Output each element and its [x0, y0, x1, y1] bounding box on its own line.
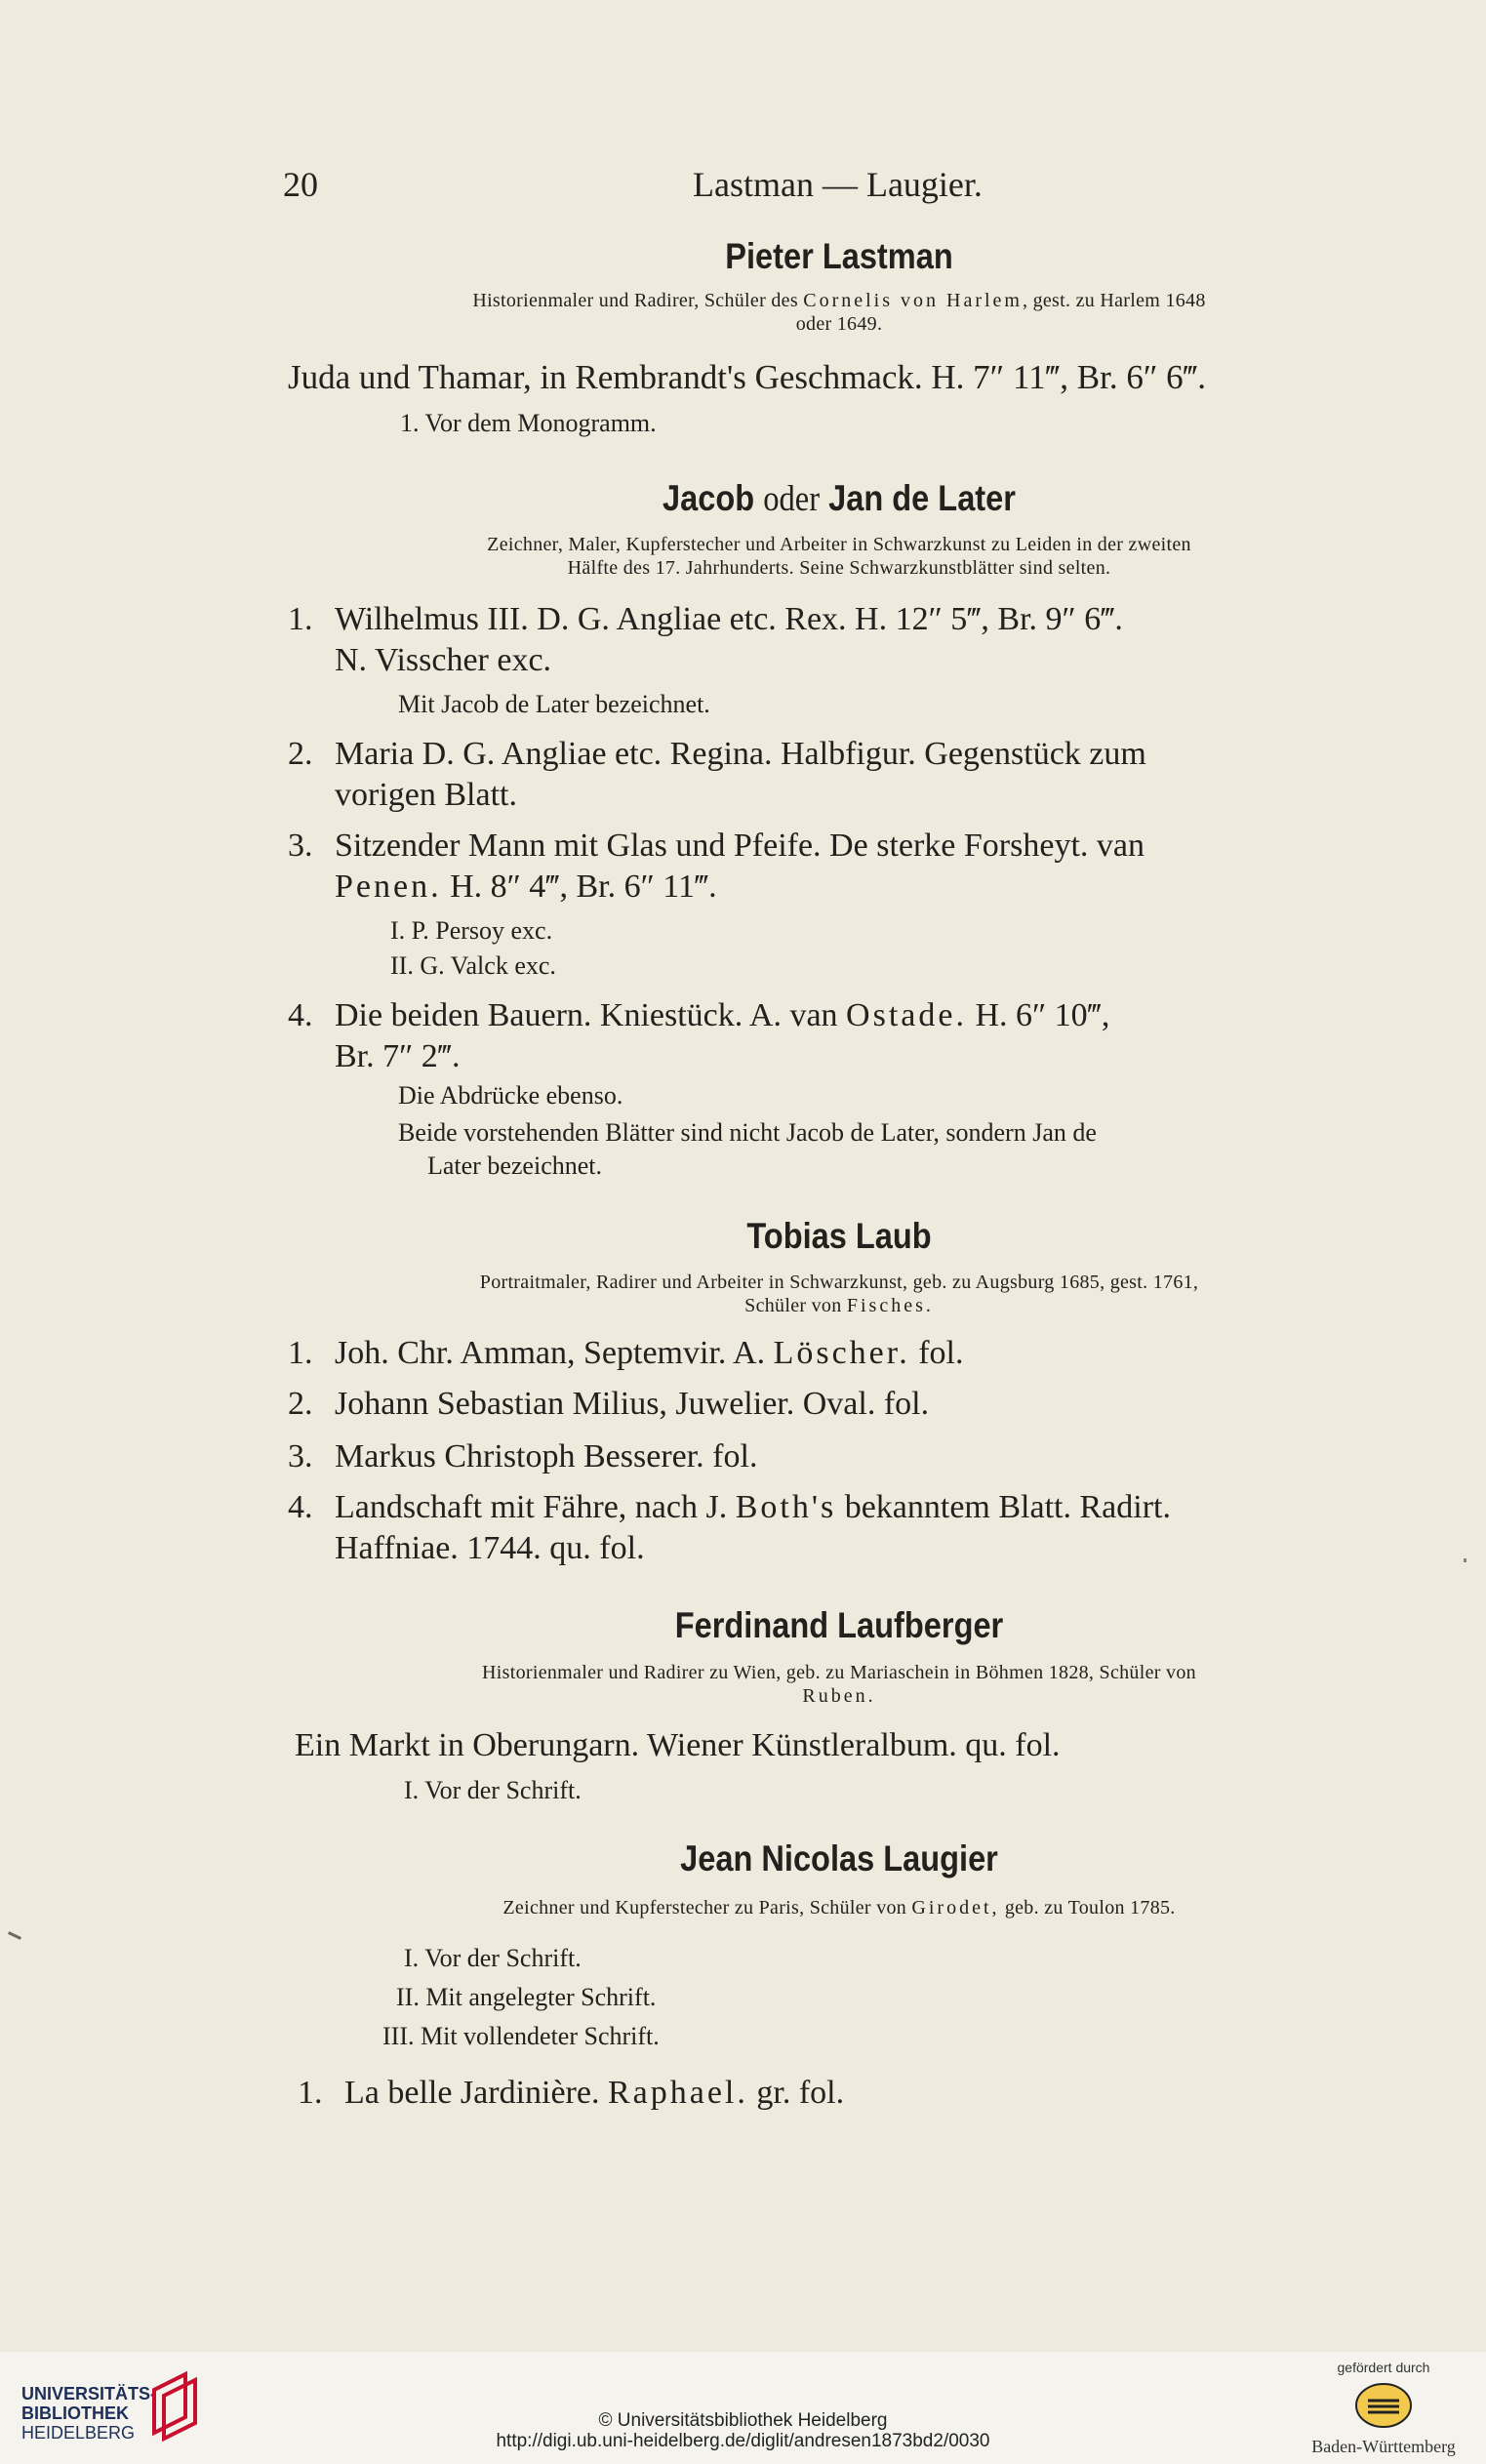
entry-laub-3: 3. Markus Christoph Besserer. fol. [288, 1438, 758, 1474]
entry-laufberger: Ein Markt in Oberungarn. Wiener Künstleralbum. qu. fol. [295, 1727, 1061, 1763]
bio-laugier: Zeichner und Kupferstecher zu Paris, Schüler von Girodet, geb. zu Toulon 1785. [502, 1897, 1176, 1919]
funder-block: gefördert durch Baden-Württemberg [1311, 2360, 1456, 2456]
bio-laub: Portraitmaler, Radirer und Arbeiter in Schwarzkunst, geb. zu Augsburg 1685, gest. 1761, Schüler von Fisches. [479, 1272, 1199, 1316]
heading-lastman: Pieter Lastman [725, 236, 953, 276]
state-coat-of-arms-icon [1354, 2381, 1413, 2430]
entry-laub-2: 2. Johann Sebastian Milius, Juwelier. Oval. fol. [288, 1386, 930, 1422]
bio-lastman: Historienmaler und Radirer, Schüler des Cornelis von Harlem, gest. zu Harlem 1648 oder 1649. [472, 290, 1206, 335]
state-later-3-1: I. P. Persoy exc. [390, 916, 553, 945]
entry-later-2: 2. Maria D. G. Angliae etc. Regina. Halbfigur. Gegenstück zum vorigen Blatt. [288, 736, 1146, 813]
state-laugier-1: I. Vor der Schrift. [404, 1944, 582, 1972]
entry-later-1: 1. Wilhelmus III. D. G. Angliae etc. Rex. H. 12″ 5‴, Br. 9″ 6‴. N. Visscher exc. [288, 601, 1123, 678]
entry-later-4: 4. Die beiden Bauern. Kniestück. A. van Ostade. H. 6″ 10‴, Br. 7″ 2‴. [288, 997, 1110, 1074]
heading-later: Jacob oder Jan de Later [663, 478, 1016, 519]
note-later-4-1: Die Abdrücke ebenso. [398, 1081, 623, 1110]
heading-laub: Tobias Laub [746, 1216, 932, 1256]
state-laufberger-1: I. Vor der Schrift. [404, 1776, 582, 1804]
heading-laugier: Jean Nicolas Laugier [680, 1838, 998, 1878]
running-title: Lastman — Laugier. [693, 165, 983, 204]
page-number: 20 [283, 165, 318, 204]
state-laugier-2: II. Mit angelegter Schrift. [396, 1983, 657, 2011]
entry-laub-1: 1. Joh. Chr. Amman, Septemvir. A. Löscher. fol. [288, 1335, 964, 1371]
state-later-3-2: II. G. Valck exc. [390, 951, 556, 980]
state-lastman-1: 1. Vor dem Monogramm. [400, 409, 657, 437]
note-later-4-2: Beide vorstehenden Blätter sind nicht Jacob de Later, sondern Jan de Later bezeichnet. [398, 1118, 1097, 1180]
bio-later: Zeichner, Maler, Kupferstecher und Arbeiter in Schwarzkunst zu Leiden in der zweiten Hälfte des 17. Jahrhunderts. Seine Schwarzkunstblätter sind selten. [487, 534, 1191, 579]
library-name[interactable]: UNIVERSITÄTS- BIBLIOTHEK HEIDELBERG [21, 2384, 157, 2443]
copyright-block: © Universitätsbibliothek Heidelberg http://digi.ub.uni-heidelberg.de/diglit/andresen1873bd2/0030 [0, 2410, 1486, 2451]
margin-mark [1464, 1558, 1466, 1562]
entry-later-3: 3. Sitzender Mann mit Glas und Pfeife. De sterke Forsheyt. van Penen. H. 8″ 4‴, Br. 6″ 11‴. [288, 828, 1145, 905]
footer-bar [0, 2352, 1486, 2464]
entry-laub-4: 4. Landschaft mit Fähre, nach J. Both's bekanntem Blatt. Radirt. Haffniae. 1744. qu. fol. [288, 1489, 1171, 1566]
note-later-1: Mit Jacob de Later bezeichnet. [398, 690, 710, 718]
source-url[interactable]: http://digi.ub.uni-heidelberg.de/diglit/andresen1873bd2/0030 [496, 2431, 990, 2451]
bio-laufberger: Historienmaler und Radirer zu Wien, geb. zu Mariaschein in Böhmen 1828, Schüler von Ruben. [482, 1662, 1196, 1707]
heading-laufberger: Ferdinand Laufberger [674, 1605, 1004, 1645]
state-laugier-3: III. Mit vollendeter Schrift. [382, 2022, 660, 2050]
margin-mark [8, 1931, 21, 1940]
entry-lastman: Juda und Thamar, in Rembrandt's Geschmack. H. 7″ 11‴, Br. 6″ 6‴. [288, 358, 1206, 396]
entry-laugier-1: 1. La belle Jardinière. Raphael. gr. fol. [298, 2075, 845, 2111]
